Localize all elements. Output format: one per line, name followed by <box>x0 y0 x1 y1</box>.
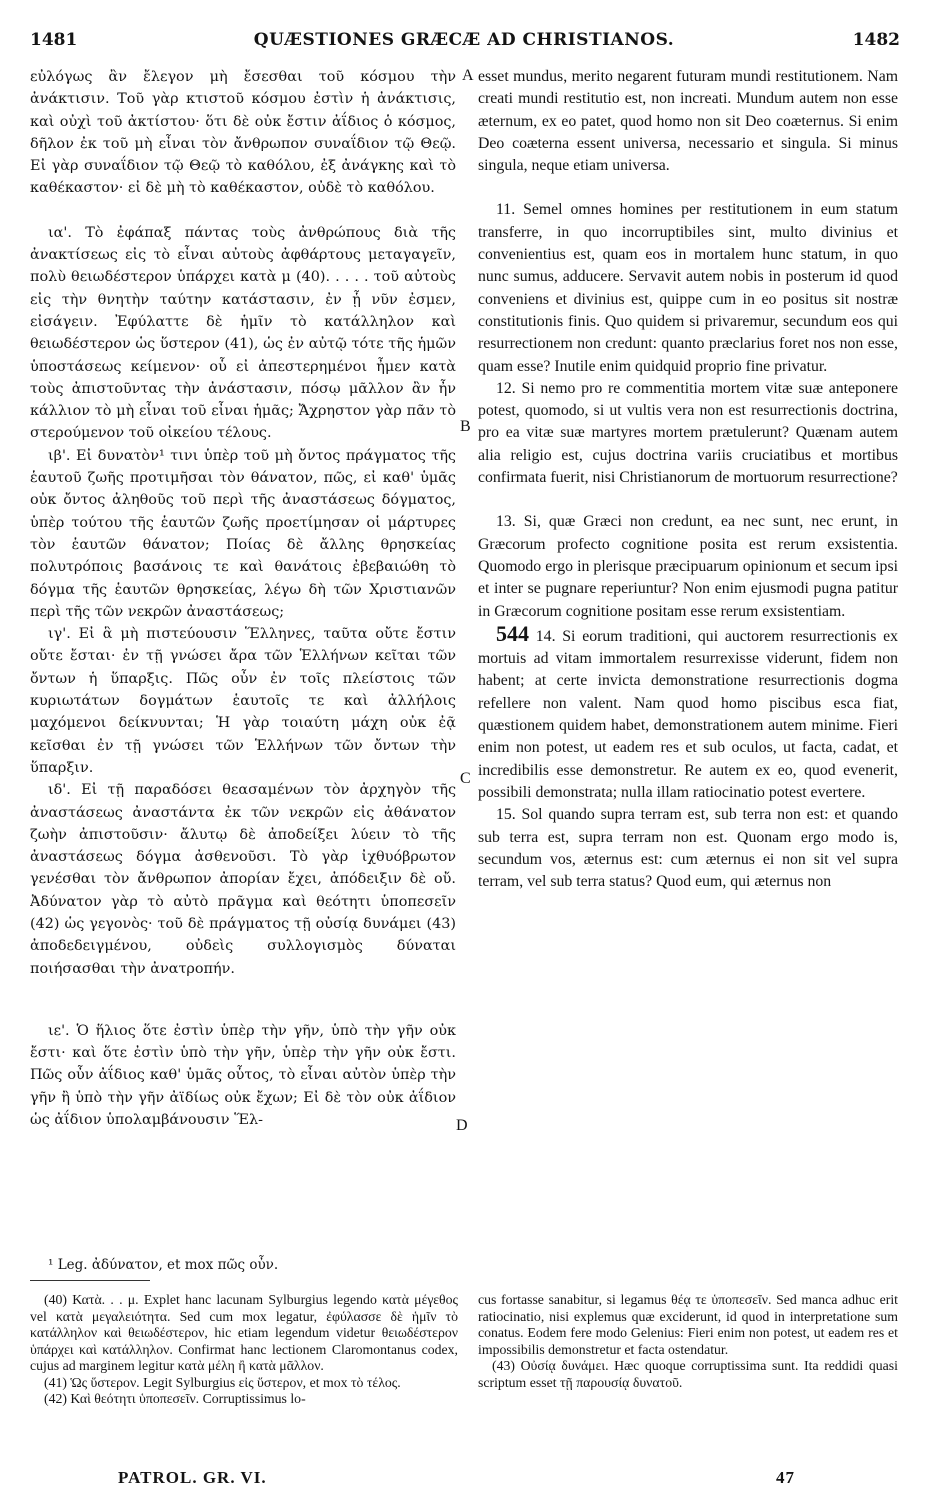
latin-paragraph-14 <box>478 620 898 804</box>
margin-letter-c: C <box>460 770 471 787</box>
footnotes-right <box>478 1292 898 1452</box>
footnote-42: (42) Καὶ θεότητι ὑποπεσεῖν. Corruptissimus lo- <box>44 1391 306 1406</box>
latin-paragraph-12: 12. Si nemo pro re commentitia mortem vitæ suæ anteponere potest, quomodo, si ut vultis vera non est resurrectionis doctrina, pro ea vitæ suæ martyres mortem prætulerunt? Quænam autem alia religio est, cujus doctrina variis cruciatibus et mortibus confirmata fuerit, nisi Christianorum de mortuorum resurrectione? <box>478 379 898 487</box>
greek-paragraph-12: ιβ'. Εἰ δυνατὸν¹ τινι ὑπὲρ τοῦ μὴ ὄντος πράγματος τῆς ἑαυτοῦ ζωῆς προτιμῆσαι τὸν θάνατον, πῶς, εἰ καθ' ὑμᾶς οὐκ ὄντος ἀληθοῦς τοῦ περὶ τῆς ἀναστάσεως δόγματος, ὑπὲρ τούτου τῆς ἑαυτῶν ζωῆς προετίμησαν οἱ μάρτυρες τὸν ἑαυτῶν θάνατον; Ποίας δὲ ἄλλης θρησκείας πολυτρόποις βασάνοις τε καὶ θανάτοις ἐβεβαιώθη τὸ δόγμα τῆς ἑαυτῶν θρησκείας, λέγω δὴ τῶν Χριστιανῶν περὶ τῆς τῶν νεκρῶν ἀναστάσεως; <box>30 447 456 620</box>
latin-paragraph-0: esset mundus, merito negarent futuram mundi restitutionem. Nam creati mundi restitutio est, non increati. Mundum autem non esse æternum, ex eo patet, quod homo non sit Deo coæternus. Si enim Deo coæterna essent universa, necessario et singula. Si minus singula, neque etiam universa. <box>478 68 898 175</box>
greek-paragraph-11: ια'. Τὸ ἐφάπαξ πάντας τοὺς ἀνθρώπους διὰ τῆς ἀνακτίσεως εἰς τὸ εἶναι αὐτοὺς ἀφθάρτους μεταγαγεῖν, πολὺ θειωδέστερον ὑπάρχει κατὰ μ (40). . . . . τοῦ αὐτοὺς εἰς τὴν θνητὴν ταύτην κατάστασιν, ἐν ᾗ νῦν ἐσμεν, εἰσάγειν. Ἐφύλαττε δὲ ἡμῖν τὸ κατάλληλον καὶ θειωδέστερον ὡς ὕστερον (41), ὡς ἐν αὐτῷ τότε τῆς ἡμῶν ὑποστάσεως κείμενον· οὗ εἰ ἀπεστερημένοι ἦμεν κατὰ τοὺς ἀπιστοῦντας τὴν ἀνάστασιν, πόσῳ μᾶλλον ἂν ἦν κάλλιον τὸ μὴ εἶναι τοῦ εἶναι ἡμᾶς; Ἄχρηστον γὰρ πᾶν τὸ στερούμενον τοῦ οἰκείου τέλους. <box>30 224 456 442</box>
margin-letter-a: A <box>462 67 474 84</box>
latin-paragraph-13: 13. Si, quæ Græci non credunt, ea nec sunt, nec erunt, in Græcorum profecto cognitione posita est rerum exsistentia. Quomodo ergo in plerisque præcipuarum opinionum et secum ipsi et inter se pugnare reperiuntur? Non enim ejusmodi pugna patitur in Græcorum cognitione positam esse rerum exsistentiam. <box>478 513 898 620</box>
greek-paragraph-14: ιδ'. Εἰ τῇ παραδόσει θεασαμένων τὸν ἀρχηγὸν τῆς ἀναστάσεως ἀναστάντα ἐκ τῶν νεκρῶν εἰς ἀθάνατον ζωὴν ἀπιστοῦσιν· ἄλυτῳ δὲ ἀποδείξει λύειν τὸ τῆς ἀναστάσεως δόγμα ἀσθενοῦσι. Τὸ γὰρ ἰχθυόβρωτον γενέσθαι τὸν ἄνθρωπον ἀπορίαν ἔχει, ἀπόδειξιν δὲ οὔ. Ἀδύνατον γὰρ τὸ αὐτὸ πρᾶγμα καὶ θεότητι ὑποπεσεῖν (42) ὡς γεγονὸς· τοῦ δὲ πράγματος τῇ οὐσίᾳ δυνάμει (43) ἀποδεδειγμένου, οὐδεὶς συλλογισμὸς δύναται ποιήσασθαι τὴν ἀνατροπήν. <box>30 782 456 977</box>
latin-column <box>478 66 898 1251</box>
latin-paragraph-11: 11. Semel omnes homines per restitutionem in eum statum transferre, in quo incorruptibiles sint, multo divinius et convenientius est, quam eos in mortalem hunc statum, in quo nunc sumus, adducere. Servavit autem nobis in posterum id quod conveniens et divinius est, quippe cum in eo positus sit nostræ constitutionis finis. Quo quidem si privaremur, secundum eos qui resurrectionem non credunt: quanto præclarius foret nos non esse, quam esse? Inutile enim quidquid proprio fine privatur. <box>478 201 898 375</box>
running-header <box>26 30 902 56</box>
running-title: QUÆSTIONES GRÆCÆ AD CHRISTIANOS. <box>253 30 675 50</box>
margin-letter-b: B <box>460 418 471 435</box>
footnotes-left <box>30 1292 458 1464</box>
greek-paragraph-0: εὐλόγως ἂν ἔλεγον μὴ ἔσεσθαι τοῦ κόσμου τὴν ἀνάκτισιν. Τοῦ γὰρ κτιστοῦ κόσμου ἐστὶν ἡ ἀνάκτισις, καὶ οὐχὶ τοῦ ἀκτίστου· ὅτι δὲ οὐκ ἔστιν ἀΐδιος ὁ κόσμος, δῆλον ἐκ τοῦ μὴ εἶναι τὸν ἄνθρωπον συναΐδιον τῷ Θεῷ. Εἰ γὰρ συναΐδιον τῷ Θεῷ τὸ καθόλου, ἐξ ἀνάγκης καὶ τὸ καθέκαστον· εἰ δὲ μὴ τὸ καθέκαστον, οὐδὲ τὸ καθόλου. <box>30 69 456 197</box>
page-number-right: 1482 <box>852 30 900 50</box>
footnote-42-continued: cus fortasse sanabitur, si legamus θέᾳ τε ὑποπεσεῖν. Sed manca adhuc erit ratiocinatio, nisi explemus quæ exciderunt, id quod in interpretatione sum conatus. Eodem fere modo Gelenius: Fieri enim non potest, ut eadem res et impossibilis demonstretur et facta ostendatur. <box>478 1292 898 1357</box>
latin-paragraph-14-text: 14. Si eorum traditioni, qui auctorem resurrectionis ex mortuis ad vitam immortalem resurrexisse viderunt, fidem non habent; at certe invicta demonstratione resurrectionis dogma refellere non valent. Nam quod homo piscibus esca fiat, quæstionem quidem habet, demonstrationem autem minime. Fieri enim non potest, ut eadem res et sub oculos, ut facta, cadat, et incredibilis esse demonstretur. Re autem ex eo, quod evenerit, possibili demonstrata; nulla illam ratiocinatio potest evertere. <box>478 627 898 801</box>
margin-letter-d: D <box>456 1117 468 1134</box>
footnote-40: (40) Κατὰ. . . μ. Explet hanc lacunam Sylburgius legendo κατὰ μέγεθος vel κατὰ μεγαλειότητα. Sed cum mox legatur, ἐφύλασσε δὲ ἡμῖν τὸ κατάλληλον καὶ θειωδέστερον, hic etiam legendum videtur θειωδέστερον ὑπάρχει καὶ κατάλληλον. Confirmat hanc lectionem Claromontanus codex, cujus ad marginem legitur κατὰ μέλη ἢ κατὰ μᾶλλον. <box>30 1292 458 1373</box>
column-number: 544 <box>496 620 529 646</box>
variant-reading-note: ¹ Leg. ἀδύνατον, et mox πῶς οὖν. <box>48 1257 279 1273</box>
footer-right: 47 <box>776 1468 795 1487</box>
footnote-rule <box>30 1280 150 1281</box>
page-number-left: 1481 <box>30 30 78 50</box>
footnote-41: (41) Ὡς ὕστερον. Legit Sylburgius εἰς ὕστερον, et mox τὸ τέλος. <box>44 1374 401 1390</box>
greek-paragraph-13: ιγ'. Εἰ ἃ μὴ πιστεύουσιν Ἕλληνες, ταῦτα οὔτε ἔστιν οὔτε ἔσται· ἐν τῇ γνώσει ἄρα τῶν Ἑλλήνων κεῖται τῶν ὄντων ἡ ὕπαρξις. Πῶς οὖν ἐν τοῖς πλείστοις τῶν κυριωτάτων δογμάτων ἑαυτοῖς τε καὶ ἀλλήλοις μαχόμενοι δείκνυνται; Ἡ γὰρ τοιαύτη μάχη οὐκ ἐᾷ κεῖσθαι ἐν τῇ γνώσει τῶν Ἑλλήνων τῶν ὄντων τὴν ὕπαρξιν. <box>30 626 456 776</box>
footer-left: PATROL. GR. VI. <box>118 1468 267 1487</box>
greek-column <box>30 66 456 1251</box>
greek-paragraph-15: ιε'. Ὁ ἥλιος ὅτε ἐστὶν ὑπὲρ τὴν γῆν, ὑπὸ τὴν γῆν οὐκ ἔστι· καὶ ὅτε ἐστὶν ὑπὸ τὴν γῆν, ὑπὲρ τὴν γῆν οὐκ ἔστι. Πῶς οὖν ἀΐδιος καθ' ὑμᾶς οὗτος, τὸ εἶναι αὐτὸν ὑπὲρ τὴν γῆν ἢ ὑπὸ τὴν γῆν ἀϊδίως οὐκ ἔχων; Εἰ δὲ τὸν οὐκ ἀΐδιον ὡς ἀΐδιον ὑπολαμβάνουσιν Ἕλ- <box>30 1022 456 1129</box>
latin-paragraph-15: 15. Sol quando supra terram est, sub terra non est: et quando sub terra est, supra terram non est. Quonam ergo modo is, secundum vos, æternus est: cum æternus ei non sit vel supra terram, vel sub terra status? Quod eum, qui æternus non <box>478 806 898 891</box>
footnote-43: (43) Οὐσίᾳ δυνάμει. Hæc quoque corruptissima sunt. Ita reddidi quasi scriptum esset τῇ παρουσίᾳ δυνατοῦ. <box>478 1358 898 1390</box>
